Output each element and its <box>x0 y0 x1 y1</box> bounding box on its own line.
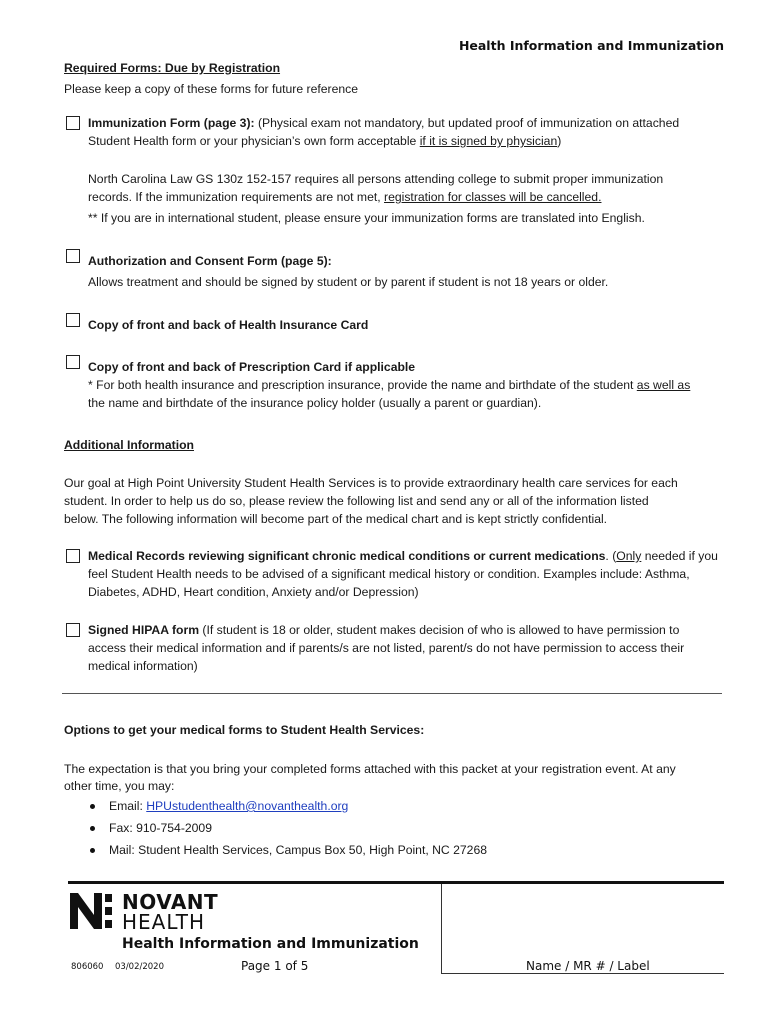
options-para-line2: other time, you may: <box>64 779 175 793</box>
form-date: 03/02/2020 <box>115 962 164 972</box>
name-mr-label: Name / MR # / Label <box>526 959 650 973</box>
footer-divider <box>441 884 442 974</box>
section-divider <box>62 693 722 694</box>
medical-records-line2: feel Student Health needs to be advised of a significant medical history or condition. Examples include: Asthma, <box>88 567 690 581</box>
novant-logo <box>70 893 112 934</box>
medical-records-checkbox[interactable] <box>66 549 80 563</box>
international-note: ** If you are in international student, please ensure your immunization forms are translated into English. <box>88 211 645 225</box>
mail-option: Mail: Student Health Services, Campus Box 50, High Point, NC 27268 <box>109 843 488 857</box>
bullet-icon <box>90 826 95 831</box>
keep-copy-note: Please keep a copy of these forms for future reference <box>64 82 359 96</box>
immunization-form-line2: Student Health form or your physician’s own form acceptable if it is signed by physician) <box>88 134 562 148</box>
bullet-icon <box>90 848 95 853</box>
required-forms-heading: Required Forms: Due by Registration <box>64 61 281 75</box>
logo-health-text: HEALTH <box>122 910 206 934</box>
authorization-consent-title: Authorization and Consent Form (page 5): <box>88 254 332 268</box>
nc-law-line2: records. If the immunization requirements are not met, registration for classes will be cancelled. <box>88 190 602 204</box>
fax-option: Fax: 910-754-2009 <box>109 821 212 835</box>
logo-novant-text: NOVANT <box>122 890 219 914</box>
options-heading: Options to get your medical forms to Student Health Services: <box>64 723 425 737</box>
nc-law-line1: North Carolina Law GS 130z 152-157 requires all persons attending college to submit proper immunization <box>88 172 664 186</box>
prescription-note-line1: * For both health insurance and prescription insurance, provide the name and birthdate of the student as well as <box>88 378 691 392</box>
hipaa-line3: medical information) <box>88 659 198 673</box>
email-option: Email: HPUstudenthealth@novanthealth.org <box>109 799 349 813</box>
prescription-card-checkbox[interactable] <box>66 355 80 369</box>
insurance-card-checkbox[interactable] <box>66 313 80 327</box>
prescription-note-line2: the name and birthdate of the insurance policy holder (usually a parent or guardian). <box>88 396 542 410</box>
hipaa-line2: access their medical information and if parents/s are not listed, parent/s do not have permission to access their <box>88 641 685 655</box>
immunization-form-title: Immunization Form (page 3): <box>88 116 255 130</box>
prescription-card-title: Copy of front and back of Prescription Card if applicable <box>88 360 416 374</box>
page-number: Page 1 of 5 <box>241 959 309 973</box>
additional-info-heading: Additional Information <box>64 438 194 452</box>
hipaa-title: Signed HIPAA form <box>88 623 200 637</box>
label-box-bottom <box>441 973 724 974</box>
form-number: 806060 <box>71 962 104 972</box>
hipaa-form-checkbox[interactable] <box>66 623 80 637</box>
footer-title: Health Information and Immunization <box>122 936 419 952</box>
authorization-consent-checkbox[interactable] <box>66 249 80 263</box>
options-para-line1: The expectation is that you bring your completed forms attached with this packet at your registration event. At any <box>64 762 676 776</box>
medical-records-line3: Diabetes, ADHD, Heart condition, Anxiety and/or Depression) <box>88 585 419 599</box>
email-link[interactable]: HPUstudenthealth@novanthealth.org <box>146 799 349 813</box>
novant-n-icon <box>70 893 112 929</box>
additional-para-line1: Our goal at High Point University Student Health Services is to provide extraordinary health care services for each <box>64 476 678 490</box>
page-header-title: Health Information and Immunization <box>458 38 724 53</box>
immunization-form-checkbox[interactable] <box>66 116 80 130</box>
footer-rule <box>68 881 724 884</box>
authorization-consent-desc: Allows treatment and should be signed by student or by parent if student is not 18 years or older. <box>88 275 609 289</box>
hipaa-line1: Signed HIPAA form (If student is 18 or older, student makes decision of who is allowed to have permission to <box>88 623 680 637</box>
immunization-form-line1: Immunization Form (page 3): (Physical exam not mandatory, but updated proof of immunization on attached <box>88 116 680 130</box>
additional-para-line3: below. The following information will become part of the medical chart and is kept strictly confidential. <box>64 512 608 526</box>
additional-para-line2: student. In order to help us do so, please review the following list and send any or all of the information listed <box>64 494 649 508</box>
medical-records-title: Medical Records reviewing significant chronic medical conditions or current medications <box>88 549 606 563</box>
bullet-icon <box>90 804 95 809</box>
medical-records-line1: Medical Records reviewing significant chronic medical conditions or current medications. (Only needed if you <box>88 549 718 563</box>
insurance-card-title: Copy of front and back of Health Insurance Card <box>88 318 369 332</box>
